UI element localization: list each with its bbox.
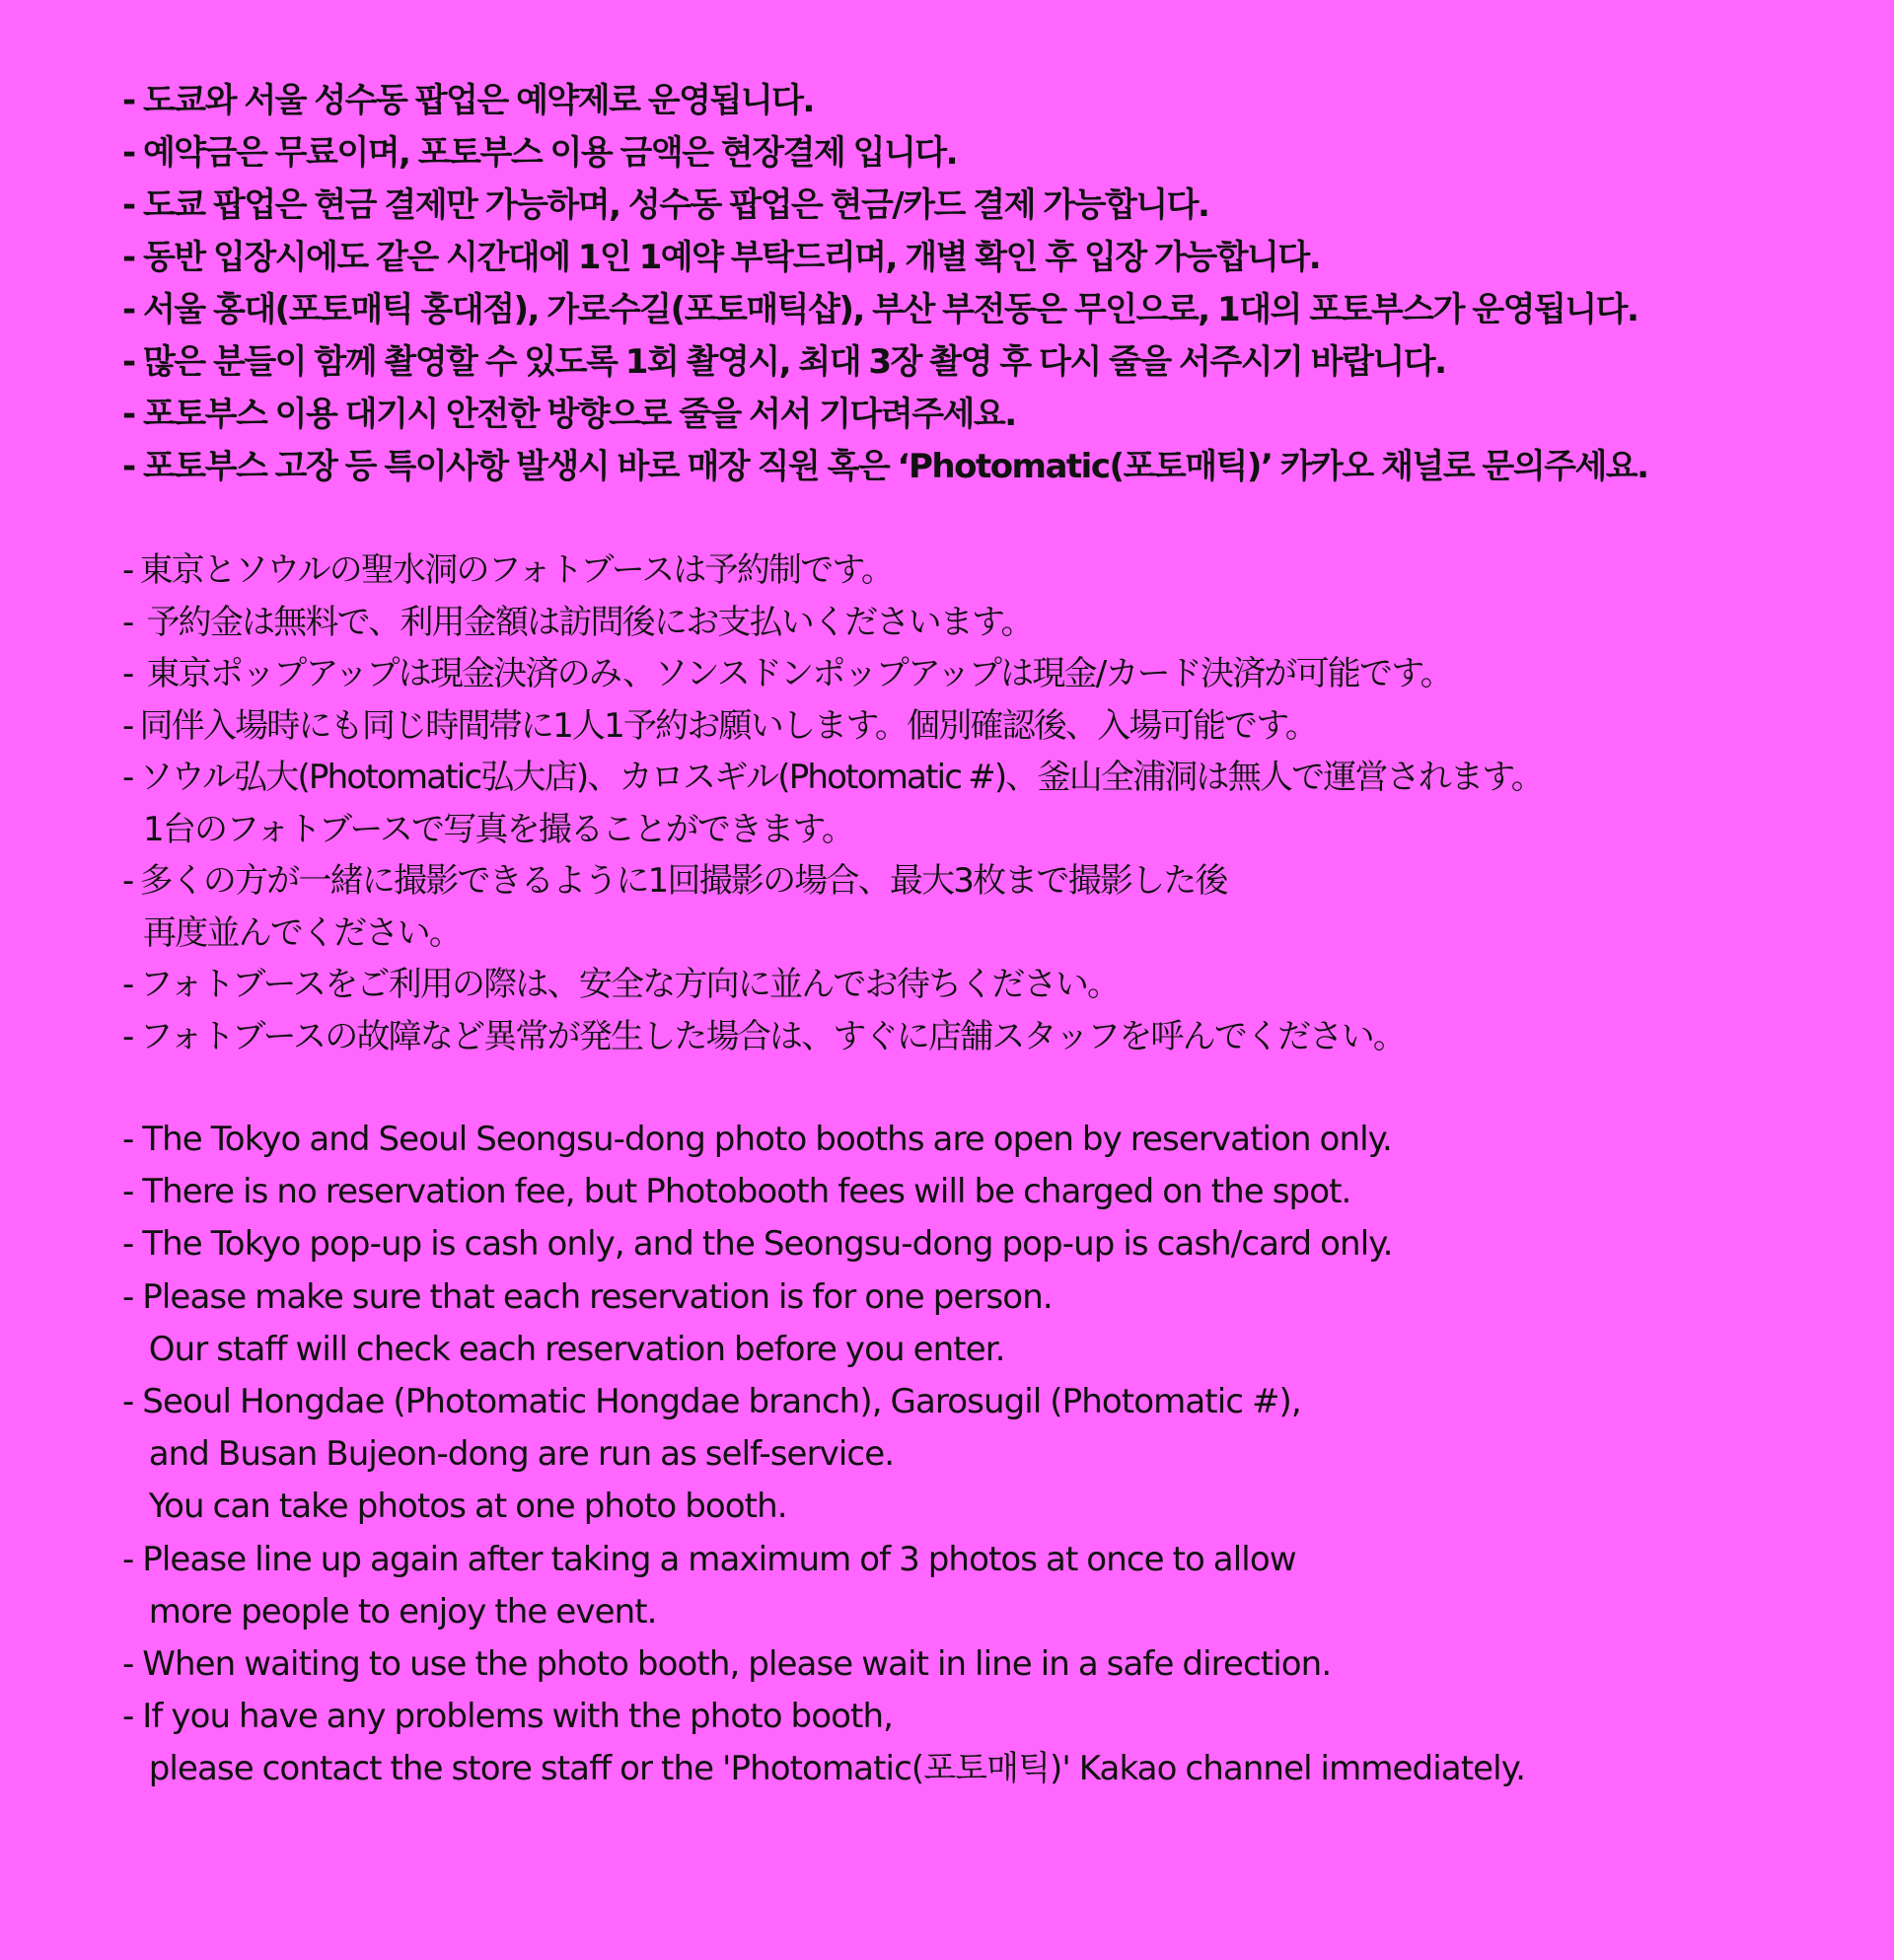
english-notice-line: You can take photos at one photo booth. [122,1487,787,1527]
japanese-notice-line: - 東京ポップアップは現金決済のみ、ソンスドンポップアップは現金/カード決済が可能です。 [122,654,1452,693]
japanese-notice-line: - 東京とソウルの聖水洞のフォトブースは予約制です。 [122,550,894,590]
japanese-notice-line: - フォトブースをご利用の際は、安全な方向に並んでお待ちください。 [122,965,1120,1004]
korean-notice-line: - 많은 분들이 함께 촬영할 수 있도록 1회 촬영시, 최대 3장 촬영 후 다시 줄을 서주시기 바랍니다. [122,342,1446,382]
korean-notice-line: - 도쿄와 서울 성수동 팝업은 예약제로 운영됩니다. [122,81,814,120]
korean-notice-line: - 예약금은 무료이며, 포토부스 이용 금액은 현장결제 입니다. [122,133,958,173]
english-notice-section [122,1114,1894,1796]
japanese-notice-line: - フォトブースの故障など異常が発生した場合は、すぐに店舗スタッフを呼んでください。 [122,1016,1406,1056]
english-notice-line: - Please line up again after taking a maximum of 3 photos at once to allow [122,1539,1296,1579]
japanese-notice-line: - 多くの方が一緒に撮影できるように1回撮影の場合、最大3枚まで撮影した後 [122,861,1227,901]
english-notice-line: Our staff will check each reservation before you enter. [122,1329,1005,1369]
english-notice-line: - There is no reservation fee, but Photobooth fees will be charged on the spot. [122,1172,1351,1212]
korean-notice-line: - 동반 입장시에도 같은 시간대에 1인 1예약 부탁드리며, 개별 확인 후 입장 가능합니다. [122,238,1321,277]
english-notice-line: - If you have any problems with the photo booth, [122,1697,893,1737]
japanese-notice-line: - 同伴入場時にも同じ時間帯に1人1予約お願いします。個別確認後、入場可能です。 [122,705,1317,746]
japanese-notice-line: 再度並んでください。 [122,912,462,953]
korean-notice-line: - 서울 홍대(포토매틱 홍대점), 가로수길(포토매틱샵), 부산 부전동은 무인으로, 1대의 포토부스가 운영됩니다. [122,290,1639,329]
korean-notice-section [122,75,1894,493]
english-notice-line: - The Tokyo and Seoul Seongsu-dong photo booths are open by reservation only. [122,1120,1392,1159]
english-notice-line: more people to enjoy the event. [122,1591,657,1632]
japanese-notice-line: 1台のフォトブースで写真を撮ることができます。 [122,809,854,849]
korean-notice-line: - 포토부스 고장 등 특이사항 발생시 바로 매장 직원 혹은 ‘Photomatic(포토매틱)’ 카카오 채널로 문의주세요. [122,447,1648,486]
japanese-notice-section [122,544,1894,1062]
korean-notice-line: - 도쿄 팝업은 현금 결제만 가능하며, 성수동 팝업은 현금/카드 결제 가능합니다. [122,185,1209,225]
english-notice-line: - When waiting to use the photo booth, please wait in line in a safe direction. [122,1644,1332,1685]
korean-notice-line: - 포토부스 이용 대기시 안전한 방향으로 줄을 서서 기다려주세요. [122,395,1016,434]
english-notice-line: - The Tokyo pop-up is cash only, and the Seongsu-dong pop-up is cash/card only. [122,1224,1393,1265]
japanese-notice-line: - 予約金は無料で、利用金額は訪問後にお支払いくださいます。 [122,602,1033,642]
english-notice-line: please contact the store staff or the 'Photomatic(포토매틱)' Kakao channel immediately. [122,1749,1525,1789]
japanese-notice-line: - ソウル弘大(Photomatic弘大店)、カロスギル(Photomatic #)、釜山全浦洞は無人で運営されます。 [122,758,1543,797]
english-notice-line: - Seoul Hongdae (Photomatic Hongdae branch), Garosugil (Photomatic #), [122,1382,1301,1422]
english-notice-line: - Please make sure that each reservation is for one person. [122,1276,1053,1317]
english-notice-line: and Busan Bujeon-dong are run as self-service. [122,1434,895,1475]
